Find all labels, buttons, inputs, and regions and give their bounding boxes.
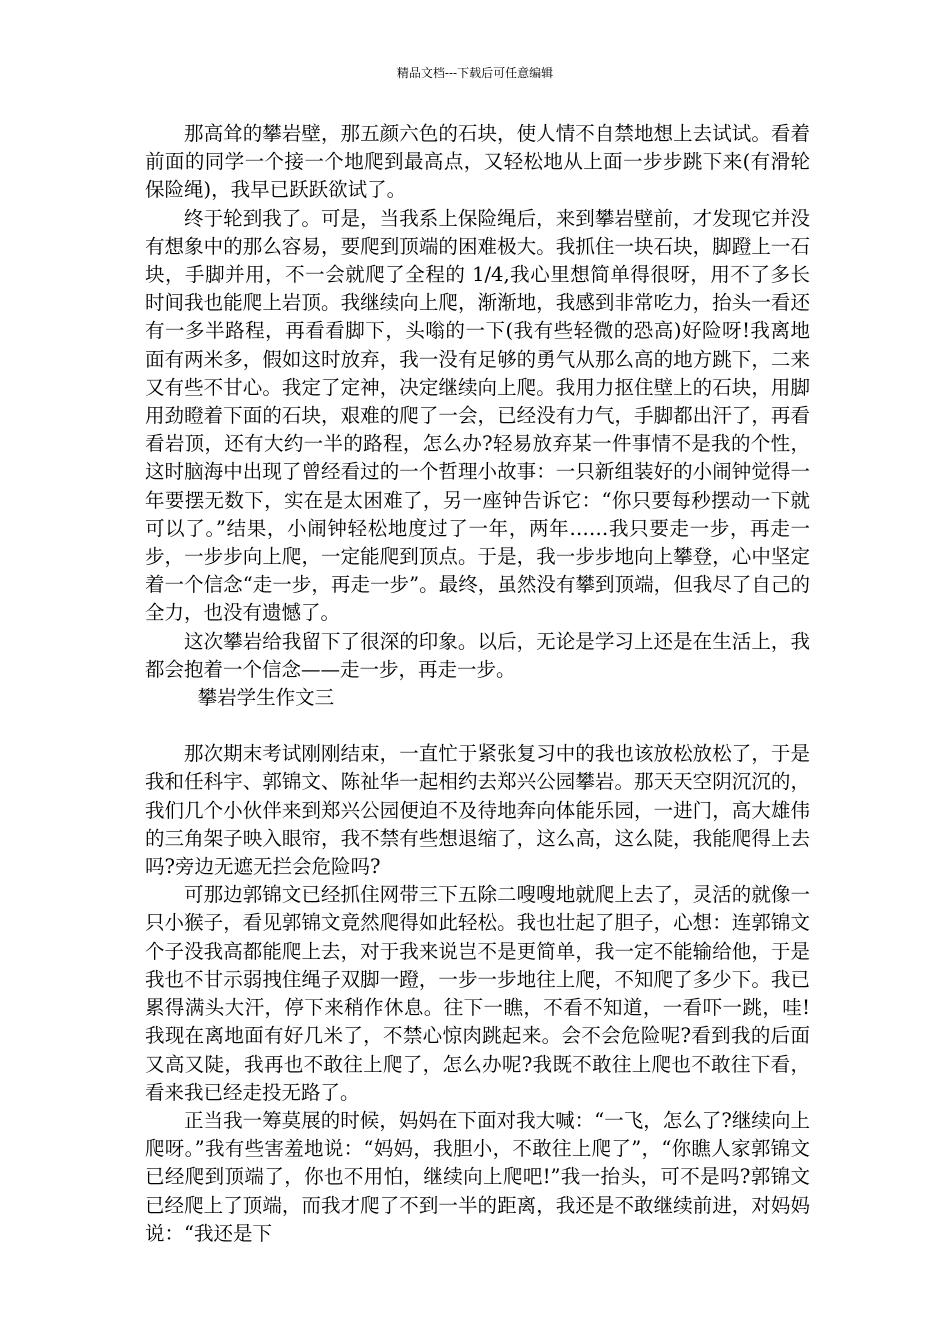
blank-line bbox=[145, 712, 810, 740]
document-body bbox=[145, 120, 810, 1248]
paragraph: 那次期末考试刚刚结束，一直忙于紧张复习中的我也该放松放松了，于是我和任科宇、郭锦文、陈祉华一起相约去郑兴公园攀岩。那天天空阴沉沉的，我们几个小伙伴来到郑兴公园便迫不及待地奔向体能乐园，一进门，高大雄伟的三角架子映入眼帘，我不禁有些想退缩了，这么高，这么陡，我能爬得上去吗?旁边无遮无拦会危险吗? bbox=[145, 742, 810, 879]
section-title: 攀岩学生作文三 bbox=[197, 686, 335, 710]
paragraph: 终于轮到我了。可是，当我系上保险绳后，来到攀岩壁前，才发现它并没有想象中的那么容易，要爬到顶端的困难极大。我抓住一块石块，脚蹬上一石块，手脚并用，不一会就爬了全程的 1/4,我心里想简单得很呀，用不了多长时间我也能爬上岩顶。我继续向上爬，渐渐地，我感到非常吃力，抬头一看还有一多半路程，再看看脚下，头嗡的一下(我有些轻微的恐高)好险呀!我离地面有两米多，假如这时放弃，我一没有足够的勇气从那么高的地方跳下，二来又有些不甘心。我定了定神，决定继续向上爬。我用力抠住壁上的石块，用脚用劲瞪着下面的石块，艰难的爬了一会，已经没有力气，手脚都出汗了，再看看岩顶，还有大约一半的路程，怎么办?轻易放弃某一件事情不是我的个性，这时脑海中出现了曾经看过的一个哲理小故事：一只新组装好的小闹钟觉得一年要摆无数下，实在是太困难了，另一座钟告诉它：“你只要每秒摆动一下就可以了。”结果，小闹钟轻松地度过了一年，两年……我只要走一步，再走一步，一步步向上爬，一定能爬到顶点。于是，我一步步地向上攀登，心中坚定着一个信念“走一步，再走一步”。最终，虽然没有攀到顶端，但我尽了自己的全力，也没有遗憾了。 bbox=[145, 206, 810, 625]
paragraph: 那高耸的攀岩壁，那五颜六色的石块，使人情不自禁地想上去试试。看着前面的同学一个接一个地爬到最高点，又轻松地从上面一步步跳下来(有滑轮保险绳)，我早已跃跃欲试了。 bbox=[145, 122, 810, 202]
paragraph: 这次攀岩给我留下了很深的印象。以后，无论是学习上还是在生活上，我都会抱着一个信念——走一步，再走一步。 bbox=[145, 629, 810, 681]
page-header: 精品文档---下载后可任意编辑 bbox=[396, 66, 554, 80]
paragraph: 可那边郭锦文已经抓住网带三下五除二嗖嗖地就爬上去了，灵活的就像一只小猴子，看见郭锦文竟然爬得如此轻松。我也壮起了胆子，心想：连郭锦文个子没我高都能爬上去，对于我来说岂不是更简单，我一定不能输给他，于是我也不甘示弱拽住绳子双脚一蹬，一步一步地往上爬，不知爬了多少下。我已累得满头大汗，停下来稍作休息。往下一瞧，不看不知道，一看吓一跳，哇!我现在离地面有好几米了，不禁心惊肉跳起来。会不会危险呢?看到我的后面又高又陡，我再也不敢往上爬了，怎么办呢?我既不敢往上爬也不敢往下看，看来我已经走投无路了。 bbox=[145, 883, 810, 1104]
paragraph: 正当我一筹莫展的时候，妈妈在下面对我大喊：“一飞，怎么了?继续向上爬呀。”我有些害羞地说：“妈妈，我胆小，不敢往上爬了”，“你瞧人家郭锦文已经爬到顶端了，你也不用怕，继续向上爬吧!”我一抬头，可不是吗?郭锦文已经爬上了顶端，而我才爬了不到一半的距离，我还是不敢继续前进，对妈妈说：“我还是下 bbox=[145, 1108, 810, 1245]
